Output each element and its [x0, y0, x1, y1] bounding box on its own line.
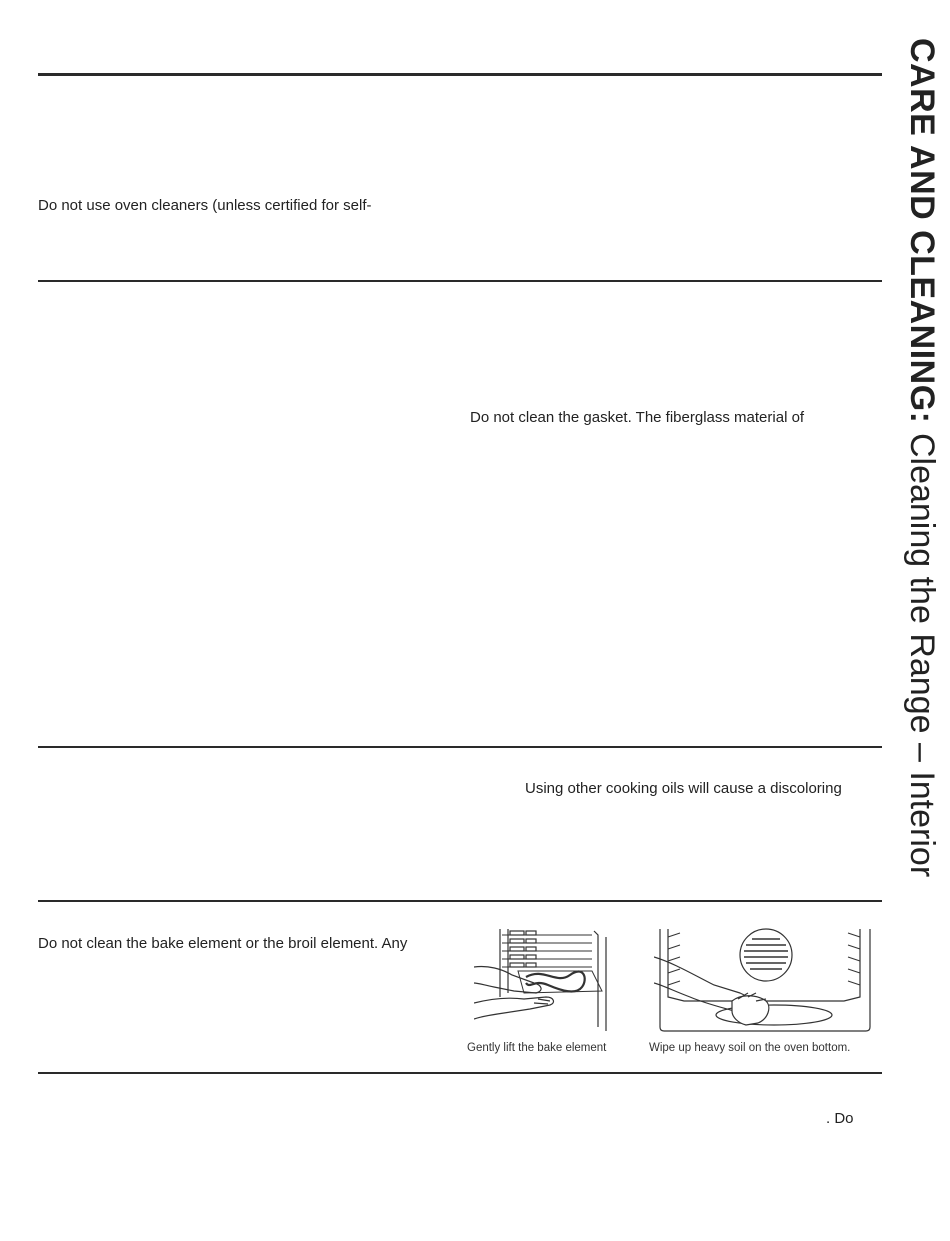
elements-text: Do not clean the bake element or the broil element. Any — [38, 935, 408, 952]
section-divider-2 — [38, 280, 882, 282]
oven-cleaners-text: Do not use oven cleaners (unless certified for self- — [38, 197, 372, 214]
section-divider-top — [38, 73, 882, 76]
section-divider-4 — [38, 900, 882, 902]
cooking-oils-text: Using other cooking oils will cause a discoloring — [525, 780, 842, 797]
sidebar-section-light: Cleaning the Range – Interior — [903, 423, 941, 878]
oven-bottom-caption: Wipe up heavy soil on the oven bottom. — [649, 1042, 851, 1054]
section-divider-3 — [38, 746, 882, 748]
oven-bottom-illustration — [654, 927, 876, 1035]
bake-element-caption: Gently lift the bake element — [467, 1042, 607, 1054]
gasket-text: Do not clean the gasket. The fiberglass material of — [470, 409, 805, 426]
section-sidebar-title — [902, 38, 942, 878]
bake-element-illustration — [474, 927, 612, 1033]
bottom-text-fragment: . Do — [826, 1110, 854, 1127]
section-divider-5 — [38, 1072, 882, 1074]
sidebar-section-bold: CARE AND CLEANING: — [903, 38, 941, 424]
